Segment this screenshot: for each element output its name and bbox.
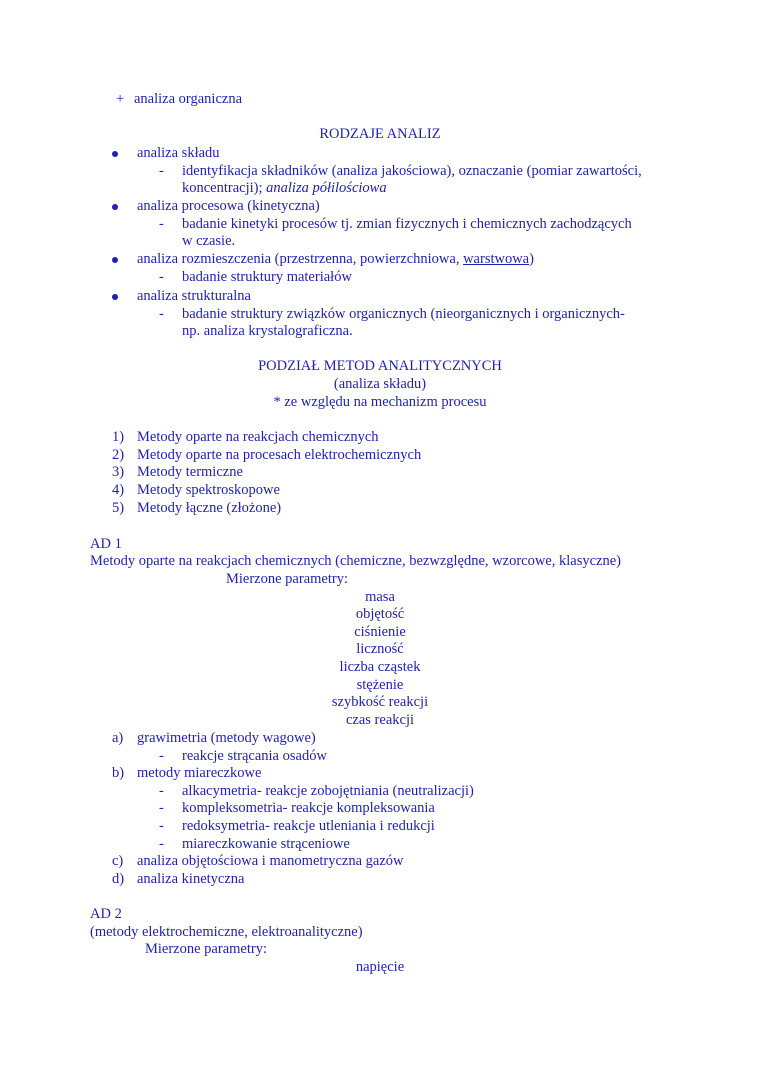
podzial-list-num: 3) (112, 464, 125, 480)
podzial-list-item-2: Metody oparte na procesach elektrochemicznych (137, 447, 422, 463)
ad2-heading: AD 2 (90, 906, 122, 922)
ad1-param: stężenie (356, 677, 404, 693)
bullet-icon (112, 294, 118, 300)
ad1-item-c: analiza objętościowa i manometryczna gazów (137, 853, 404, 869)
podzial-list-num: 5) (112, 500, 125, 516)
ad1-param: objętość (355, 606, 405, 622)
dash-marker: - (159, 216, 164, 232)
podzial-list-item-1: Metody oparte na reakcjach chemicznych (137, 429, 379, 445)
rodzaje-item-4-sub-2: np. analiza krystalograficzna. (182, 323, 353, 339)
dash-marker: - (159, 836, 164, 852)
ad2-description: (metody elektrochemiczne, elektroanalityczne) (90, 924, 363, 940)
rodzaje-item-2-label: analiza procesowa (kinetyczna) (137, 198, 320, 214)
ad1-item-d: analiza kinetyczna (137, 871, 245, 887)
rodzaje-item-3-sub-1: badanie struktury materiałów (182, 269, 352, 285)
dash-marker: - (159, 783, 164, 799)
ad1-list-num: c) (112, 853, 124, 869)
ad1-param: liczność (356, 641, 404, 657)
dash-marker: - (159, 163, 164, 179)
ad1-description: Metody oparte na reakcjach chemicznych (chemiczne, bezwzględne, wzorcowe, klasyczne) (90, 553, 621, 569)
dash-marker: - (159, 269, 164, 285)
rodzaje-item-4-label: analiza strukturalna (137, 288, 251, 304)
podzial-subtitle: (analiza składu) (333, 376, 427, 392)
rodzaje-item-4-sub-1: badanie struktury związków organicznych (nieorganicznych i organicznych- (182, 306, 625, 322)
rodzaje-item-1-sub-1: identyfikacja składników (analiza jakościowa), oznaczanie (pomiar zawartości, (182, 163, 642, 179)
ad1-list-num: a) (112, 730, 124, 746)
dash-marker: - (159, 800, 164, 816)
ad2-param: napięcie (355, 959, 405, 975)
dash-marker: - (159, 748, 164, 764)
ad1-param: ciśnienie (354, 624, 406, 640)
rodzaje-item-2-sub-1: badanie kinetyki procesów tj. zmian fizycznych i chemicznych zachodzących (182, 216, 632, 232)
bullet-icon (112, 204, 118, 210)
ad1-params-label: Mierzone parametry: (226, 571, 348, 587)
ad2-params-label: Mierzone parametry: (145, 941, 267, 957)
dash-marker: - (159, 306, 164, 322)
rodzaje-item-3-label: analiza rozmieszczenia (przestrzenna, powierzchniowa, warstwowa) (137, 251, 534, 267)
ad1-item-a-sub: reakcje strącania osadów (182, 748, 327, 764)
bullet-icon (112, 151, 118, 157)
ad1-param: szybkość reakcji (331, 694, 429, 710)
rodzaje-item-1-label: analiza składu (137, 145, 220, 161)
podzial-list-num: 1) (112, 429, 125, 445)
ad1-item-b-sub: kompleksometria- reakcje kompleksowania (182, 800, 435, 816)
ad1-param: liczba cząstek (339, 659, 421, 675)
podzial-list-item-5: Metody łączne (złożone) (137, 500, 282, 516)
rodzaje-item-1-sub-2: koncentracji); analiza półilościowa (182, 180, 387, 196)
podzial-note: * ze względu na mechanizm procesu (273, 394, 487, 410)
ad1-heading: AD 1 (90, 536, 122, 552)
ad1-list-num: b) (112, 765, 125, 781)
bullet-icon (112, 257, 118, 263)
rodzaje-title: RODZAJE ANALIZ (319, 126, 441, 142)
ad1-item-a: grawimetria (metody wagowe) (137, 730, 316, 746)
podzial-list-num: 4) (112, 482, 125, 498)
dash-marker: - (159, 818, 164, 834)
rodzaje-item-2-sub-2: w czasie. (182, 233, 236, 249)
ad1-param: masa (365, 589, 395, 605)
intro-text: analiza organiczna (134, 91, 243, 107)
ad1-param: czas reakcji (345, 712, 415, 728)
ad1-list-num: d) (112, 871, 125, 887)
ad1-item-b-sub: redoksymetria- reakcje utleniania i redukcji (182, 818, 435, 834)
podzial-list-item-4: Metody spektroskopowe (137, 482, 280, 498)
ad1-item-b: metody miareczkowe (137, 765, 262, 781)
podzial-list-item-3: Metody termiczne (137, 464, 243, 480)
podzial-list-num: 2) (112, 447, 125, 463)
ad1-item-b-sub: miareczkowanie strąceniowe (182, 836, 350, 852)
ad1-item-b-sub: alkacymetria- reakcje zobojętniania (neutralizacji) (182, 783, 474, 799)
intro-marker: + (116, 91, 125, 107)
podzial-title: PODZIAŁ METOD ANALITYCZNYCH (258, 358, 502, 374)
